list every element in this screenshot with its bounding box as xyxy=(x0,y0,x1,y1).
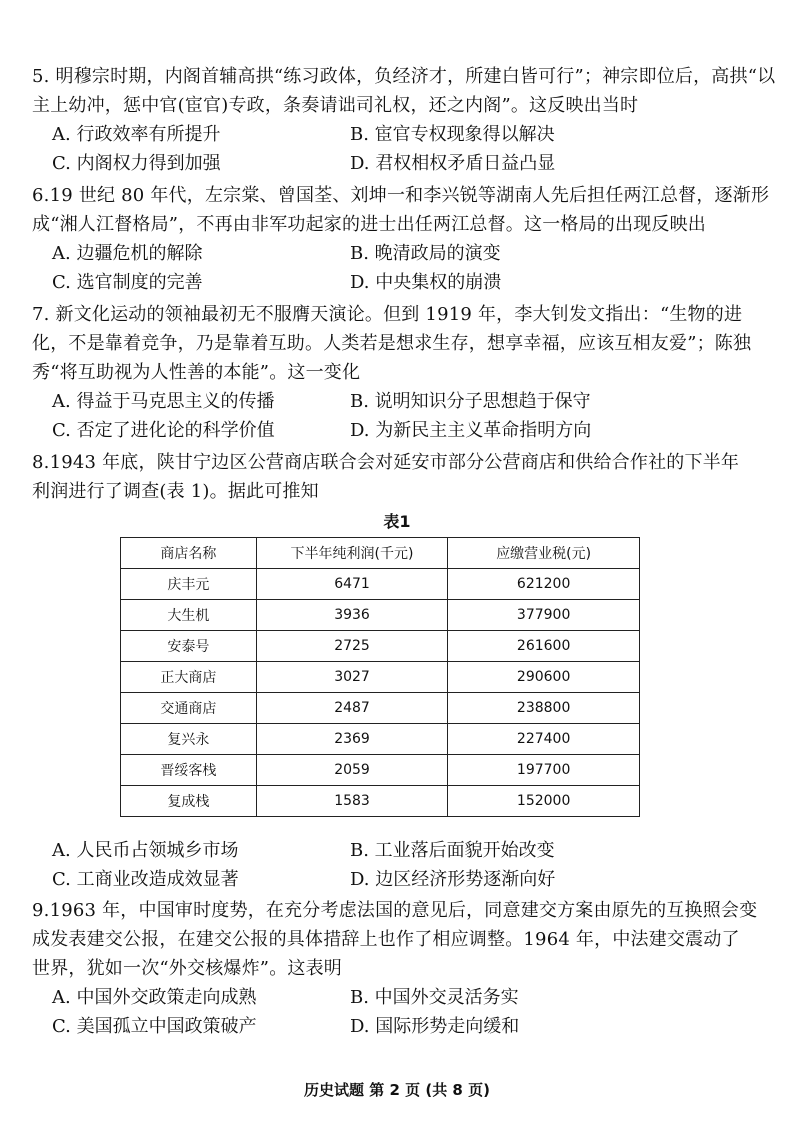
option-row xyxy=(32,865,772,894)
cell-tax: 152000 xyxy=(448,786,640,817)
question-8 xyxy=(32,448,772,506)
table-row xyxy=(121,724,640,755)
option-row xyxy=(32,149,772,178)
cell-store: 晋绥客栈 xyxy=(121,755,257,786)
question-8-options xyxy=(32,836,772,894)
cell-tax: 621200 xyxy=(448,569,640,600)
option-row xyxy=(32,268,772,297)
cell-profit: 6471 xyxy=(256,569,448,600)
cell-tax: 227400 xyxy=(448,724,640,755)
column-header-profit: 下半年纯利润(千元) xyxy=(256,538,448,569)
option-row xyxy=(32,983,772,1012)
question-text-line: 7. 新文化运动的领袖最初无不服膺天演论。但到 1919 年，李大钊发文指出：“生物的进 xyxy=(32,304,743,325)
option-d[interactable]: D. 君权相权矛盾日益凸显 xyxy=(350,153,556,174)
option-row xyxy=(32,836,772,865)
option-b[interactable]: B. 说明知识分子思想趋于保守 xyxy=(350,391,591,412)
option-c[interactable]: C. 选官制度的完善 xyxy=(52,272,203,293)
option-a[interactable]: A. 中国外交政策走向成熟 xyxy=(52,987,257,1008)
cell-tax: 377900 xyxy=(448,600,640,631)
option-b[interactable]: B. 晚清政局的演变 xyxy=(350,243,501,264)
question-5 xyxy=(32,62,776,178)
option-c[interactable]: C. 美国孤立中国政策破产 xyxy=(52,1016,257,1037)
question-text-line: 秀“将互助视为人性善的本能”。这一变化 xyxy=(32,362,361,383)
option-d[interactable]: D. 国际形势走向缓和 xyxy=(350,1016,520,1037)
question-9 xyxy=(32,896,772,1041)
table-row xyxy=(121,693,640,724)
cell-store: 复成栈 xyxy=(121,786,257,817)
question-text-line: 6.19 世纪 80 年代，左宗棠、曾国荃、刘坤一和李兴锐等湖南人先后担任两江总督，逐渐形 xyxy=(32,185,770,206)
question-text-line: 世界，犹如一次“外交核爆炸”。这表明 xyxy=(32,958,343,979)
question-text-line: 化，不是靠着竞争，乃是靠着互助。人类若是想求生存，想享幸福，应该互相友爱”；陈独 xyxy=(32,333,752,354)
cell-store: 庆丰元 xyxy=(121,569,257,600)
column-header-tax: 应缴营业税(元) xyxy=(448,538,640,569)
cell-tax: 197700 xyxy=(448,755,640,786)
question-7 xyxy=(32,300,772,445)
option-b[interactable]: B. 宦官专权现象得以解决 xyxy=(350,124,555,145)
option-row xyxy=(32,239,772,268)
option-a[interactable]: A. 得益于马克思主义的传播 xyxy=(52,391,275,412)
cell-profit: 3936 xyxy=(256,600,448,631)
option-d[interactable]: D. 边区经济形势逐渐向好 xyxy=(350,869,556,890)
cell-store: 大生机 xyxy=(121,600,257,631)
question-text-line: 9.1963 年，中国审时度势，在充分考虑法国的意见后，同意建交方案由原先的互换照会变 xyxy=(32,900,758,921)
option-d[interactable]: D. 中央集权的崩溃 xyxy=(350,272,502,293)
question-text-line: 8.1943 年底，陕甘宁边区公营商店联合会对延安市部分公营商店和供给合作社的下半年 xyxy=(32,452,740,473)
option-row xyxy=(32,120,772,149)
question-text-line: 5. 明穆宗时期，内阁首辅高拱“练习政体，负经济才，所建白皆可行”；神宗即位后，高拱“以 xyxy=(32,66,776,87)
cell-profit: 2369 xyxy=(256,724,448,755)
option-row xyxy=(32,416,772,445)
question-text-line: 主上幼冲，惩中官(宦官)专政，条奏请诎司礼权，还之内阁”。这反映出当时 xyxy=(32,95,639,116)
option-c[interactable]: C. 否定了进化论的科学价值 xyxy=(52,420,275,441)
table-row xyxy=(121,631,640,662)
cell-store: 正大商店 xyxy=(121,662,257,693)
cell-profit: 2059 xyxy=(256,755,448,786)
option-a[interactable]: A. 人民币占领城乡市场 xyxy=(52,840,239,861)
column-header-store: 商店名称 xyxy=(121,538,257,569)
option-a[interactable]: A. 边疆危机的解除 xyxy=(52,243,203,264)
cell-tax: 290600 xyxy=(448,662,640,693)
option-d[interactable]: D. 为新民主主义革命指明方向 xyxy=(350,420,592,441)
cell-tax: 261600 xyxy=(448,631,640,662)
option-b[interactable]: B. 工业落后面貌开始改变 xyxy=(350,840,555,861)
option-a[interactable]: A. 行政效率有所提升 xyxy=(52,124,221,145)
cell-tax: 238800 xyxy=(448,693,640,724)
cell-store: 复兴永 xyxy=(121,724,257,755)
question-6 xyxy=(32,181,772,297)
option-row xyxy=(32,1012,772,1041)
question-text-line: 成“湘人江督格局”，不再由非军功起家的进士出任两江总督。这一格局的出现反映出 xyxy=(32,214,707,235)
cell-store: 交通商店 xyxy=(121,693,257,724)
table-row xyxy=(121,569,640,600)
profit-table xyxy=(120,537,640,817)
option-b[interactable]: B. 中国外交灵活务实 xyxy=(350,987,519,1008)
cell-profit: 3027 xyxy=(256,662,448,693)
option-c[interactable]: C. 内阁权力得到加强 xyxy=(52,153,221,174)
cell-profit: 1583 xyxy=(256,786,448,817)
table-header-row xyxy=(121,538,640,569)
table-row xyxy=(121,786,640,817)
cell-profit: 2725 xyxy=(256,631,448,662)
table-row xyxy=(121,662,640,693)
question-text-line: 利润进行了调查(表 1)。据此可推知 xyxy=(32,481,319,502)
cell-store: 安泰号 xyxy=(121,631,257,662)
page-footer: 历史试题 第 2 页 (共 8 页) xyxy=(304,1081,490,1099)
question-text-line: 成发表建交公报，在建交公报的具体措辞上也作了相应调整。1964 年，中法建交震动了 xyxy=(32,929,740,950)
cell-profit: 2487 xyxy=(256,693,448,724)
table-caption: 表1 xyxy=(383,512,411,531)
option-c[interactable]: C. 工商业改造成效显著 xyxy=(52,869,239,890)
table-row xyxy=(121,755,640,786)
table-row xyxy=(121,600,640,631)
option-row xyxy=(32,387,772,416)
